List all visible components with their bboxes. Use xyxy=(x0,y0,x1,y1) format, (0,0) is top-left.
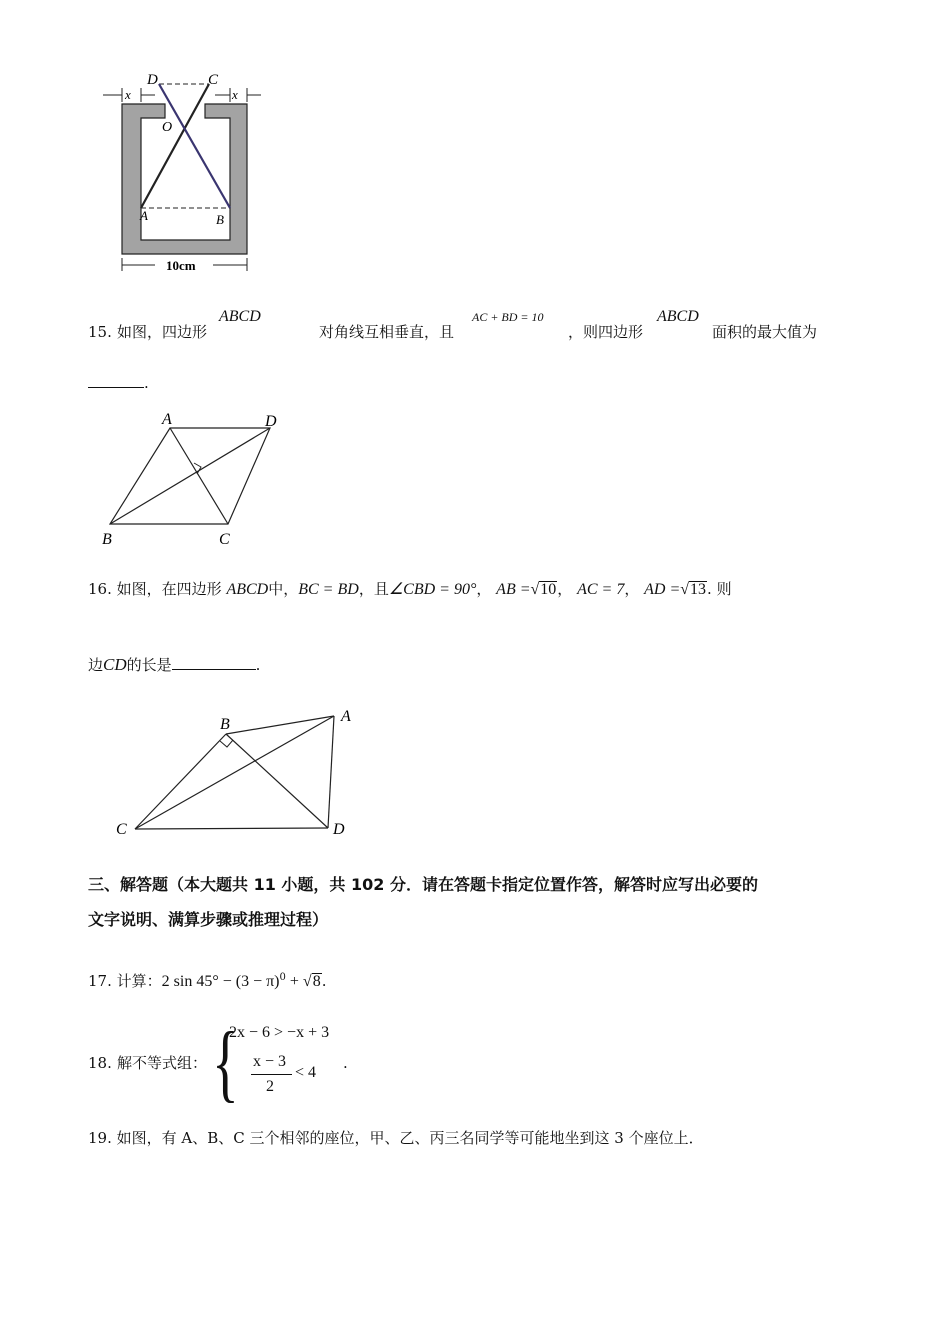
q18-brace: { xyxy=(212,1015,239,1112)
q16-math-ac: AC = 7 xyxy=(577,581,625,598)
q16-text-a: 如图，在四边形 xyxy=(116,580,222,598)
fig1-label-A: A xyxy=(140,208,148,223)
q16-math-ad: AD = xyxy=(644,581,681,598)
q16-sqrt-ad: 13 xyxy=(690,581,707,598)
q16-math-ab: AB = xyxy=(496,581,531,598)
q16-line2-b: 的长是 xyxy=(126,656,172,674)
q17-line: 17. 计算：2 $\sin 45^\circ - (3 - \pi)^0 + √8$. xyxy=(88,972,327,990)
fig1-dimension: 10cm xyxy=(166,258,196,273)
q18-period: . xyxy=(343,1054,348,1072)
fig2-label-C: C xyxy=(219,531,230,548)
fig1-label-B: B xyxy=(216,212,224,227)
q15-number: 15. xyxy=(88,323,112,341)
fig1-label-x-left: x xyxy=(125,87,131,102)
q17-period: . xyxy=(321,972,327,990)
section-3-heading-line1: 三、解答题（本大题共 11 小题，共 102 分．请在答题卡指定位置作答，解答时应写出必要的 xyxy=(88,875,758,894)
fig3-label-D: D xyxy=(333,821,345,838)
q15-math-abcd-2: ABCD xyxy=(657,308,699,325)
q16-math-bc-bd: BC = BD xyxy=(298,581,359,598)
q16-math-cd: CD xyxy=(103,655,127,674)
q16-math-abcd: ABCD xyxy=(226,581,269,598)
q16-line2 xyxy=(88,655,260,675)
q16-answer-blank xyxy=(172,655,256,670)
q17-exponent: 0 xyxy=(279,972,286,983)
q15-answer-blank: . xyxy=(88,373,149,393)
q15-text-d: 面积的最大值为 xyxy=(712,323,818,341)
q17-expression: 2 sin 45° − (3 − π) xyxy=(161,973,280,990)
q16-line1: 16. 如图，在四边形 ABCD中，BC = BD，且∠CBD = 90°， AB =√10， AC = 7， AD =√13. 则 xyxy=(88,580,732,598)
fig1-label-D: D xyxy=(147,72,158,88)
fig3-label-A: A xyxy=(341,708,351,725)
q15-text-a: 如图，四边形 xyxy=(117,323,208,341)
q16-line2-a: 边 xyxy=(88,656,104,674)
q16-math-angle: ∠CBD = 90° xyxy=(388,581,477,598)
q18-fraction-denominator: 2 xyxy=(266,1078,274,1095)
q18-text: 解不等式组： xyxy=(117,1054,208,1072)
q17-number: 17. xyxy=(88,972,112,990)
q15-math-abcd: ABCD xyxy=(219,308,261,325)
q16-period: . xyxy=(255,656,261,674)
q17-sqrt: 8 xyxy=(312,973,321,990)
q19-number: 19. xyxy=(88,1129,112,1147)
fig1-label-x-right: x xyxy=(232,87,238,102)
figure-frame-crossbars xyxy=(95,68,265,278)
fig2-label-A: A xyxy=(162,411,172,428)
q16-text-c: ，且 xyxy=(358,580,389,598)
section-3-heading-line2: 文字说明、满算步骤或推理过程） xyxy=(88,910,329,929)
q16-sqrt-ab: 10 xyxy=(540,581,557,598)
figure-q15-quadrilateral xyxy=(98,408,288,550)
fig2-label-B: B xyxy=(102,531,112,548)
q16-comma-1: ， xyxy=(476,580,492,598)
q16-text-d: . 则 xyxy=(707,580,732,598)
q18-number: 18. xyxy=(88,1054,112,1072)
q16-comma-3: ， xyxy=(624,580,640,598)
q17-text: 计算： xyxy=(116,972,162,990)
q18-inequality-1: 2x − 6 > −x + 3 xyxy=(229,1024,330,1041)
q15-text-b: 对角线互相垂直，且 xyxy=(319,323,455,341)
q15-math-condition: AC + BD = 10 xyxy=(472,310,544,324)
q15-text-c: ，则四边形 xyxy=(568,323,644,341)
fig1-label-O: O xyxy=(162,120,173,135)
figure-q16-quadrilateral xyxy=(108,700,368,845)
q16-text-b: 中， xyxy=(268,580,299,598)
fig3-label-B: B xyxy=(220,716,230,733)
q18-fraction-bar xyxy=(251,1074,292,1075)
fig3-label-C: C xyxy=(116,821,127,838)
q16-comma-2: ， xyxy=(557,580,573,598)
q18-less-than: < 4 xyxy=(295,1064,317,1081)
q18-fraction-numerator: x − 3 xyxy=(253,1053,287,1070)
q17-plus: + xyxy=(285,973,303,990)
fig1-label-C: C xyxy=(208,72,219,88)
q16-number: 16. xyxy=(88,580,112,598)
fig2-label-D: D xyxy=(265,413,277,430)
q19-line xyxy=(88,1128,704,1148)
q19-text: 如图，有 A、B、C 三个相邻的座位，甲、乙、丙三名同学等可能地坐到这 3 个座位上． xyxy=(116,1129,704,1147)
